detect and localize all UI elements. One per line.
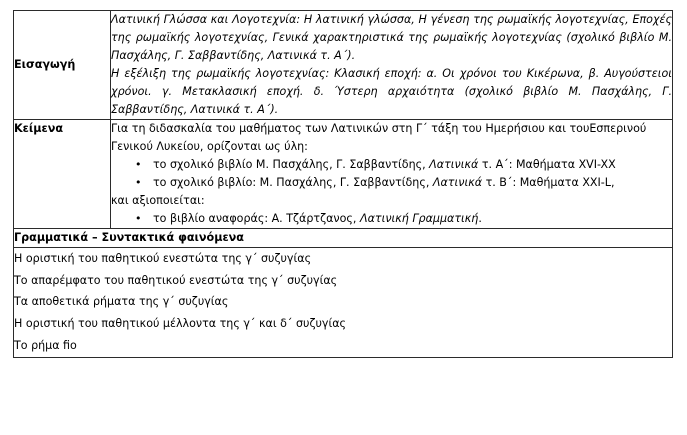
row-label-cell-texts: [14, 119, 111, 228]
syllabus-table: [13, 10, 673, 358]
row-label-introduction: Εισαγωγή: [14, 58, 76, 72]
list-item-text-after: τ. Β΄: Μαθήματα XXI-L,: [482, 175, 615, 189]
list-item-text-before: το βιβλίο αναφοράς: Α. Τζάρτζανος,: [153, 211, 360, 225]
list-item-text-after: .: [478, 211, 482, 225]
introduction-paragraph-1: Λατινική Γλώσσα και Λογοτεχνία: Η λατινική γλώσσα, Η γένεση της ρωμαϊκής λογοτεχνίας, Εποχές της ρωμαϊκής λογοτεχνίας, Γενικά χαρακτηριστικά της ρωμαϊκής λογοτεχνίας (σχολικό βιβλίο Μ. Πασχάλης, Γ. Σαββαντίδης, Λατινικά τ. Α΄).: [111, 13, 672, 62]
list-item-text-before: το σχολικό βιβλίο Μ. Πασχάλης, Γ. Σαββαντίδης,: [153, 157, 430, 171]
texts-middle-paragraph: και αξιοποιείται:: [111, 193, 205, 207]
grammar-item: Η οριστική του παθητικού μέλλοντα της γ΄ και δ΄ συζυγίας: [14, 317, 347, 331]
grammar-item: Η οριστική του παθητικού ενεστώτα της γ΄ συζυγίας: [14, 251, 312, 265]
table-row: [14, 247, 673, 358]
table-row: [14, 228, 673, 247]
list-item-text-italic: Λατινική Γραμματική: [359, 211, 479, 225]
row-label-texts: Κείμενα: [14, 121, 64, 135]
table-row: [14, 119, 673, 228]
row-content-cell-texts: [111, 119, 673, 228]
list-item-text-after: τ. Α΄: Μαθήματα XVI-XX: [478, 157, 616, 171]
grammar-item: Το ρήμα fio: [14, 339, 77, 353]
table-row: [14, 11, 673, 120]
list-item-text-before: το σχολικό βιβλίο: Μ. Πασχάλης, Γ. Σαββαντίδης,: [153, 175, 433, 189]
grammar-section-heading-cell: [14, 228, 673, 247]
grammar-item: Το απαρέμφατο του παθητικού ενεστώτα της γ΄ συζυγίας: [14, 273, 338, 287]
list-item: [111, 156, 672, 174]
list-item: [111, 210, 672, 228]
grammar-item: Τα αποθετικά ρήματα της γ΄ συζυγίας: [14, 295, 229, 309]
list-item-text-italic: Λατινικά: [432, 175, 483, 189]
texts-bullet-list-reference: [111, 210, 672, 228]
grammar-items-cell: [14, 247, 673, 358]
row-content-cell-introduction: [111, 11, 673, 120]
texts-intro-paragraph: Για τη διδασκαλία του μαθήματος των Λατινικών στη Γ΄ τάξη του Ημερήσιου και τουΕσπερινού Γενικού Λυκείου, ορίζονται ως ύλη:: [111, 121, 647, 153]
list-item-text-italic: Λατινικά: [429, 157, 479, 171]
list-item: [111, 174, 672, 192]
texts-bullet-list-primary: [111, 156, 672, 192]
grammar-section-heading: Γραμματικά – Συντακτικά φαινόμενα: [14, 230, 244, 244]
introduction-paragraph-2: Η εξέλιξη της ρωμαϊκής λογοτεχνίας: Κλασική εποχή: α. Οι χρόνοι του Κικέρωνα, β. Αυγούστειοι χρόνοι. γ. Μετακλασική εποχή. δ. Ύστερη αρχαιότητα (σχολικό βιβλίο Μ. Πασχάλης, Γ. Σαββαντίδης, Λατινικά τ. Α΄).: [111, 66, 672, 116]
row-label-cell-introduction: [14, 11, 111, 120]
